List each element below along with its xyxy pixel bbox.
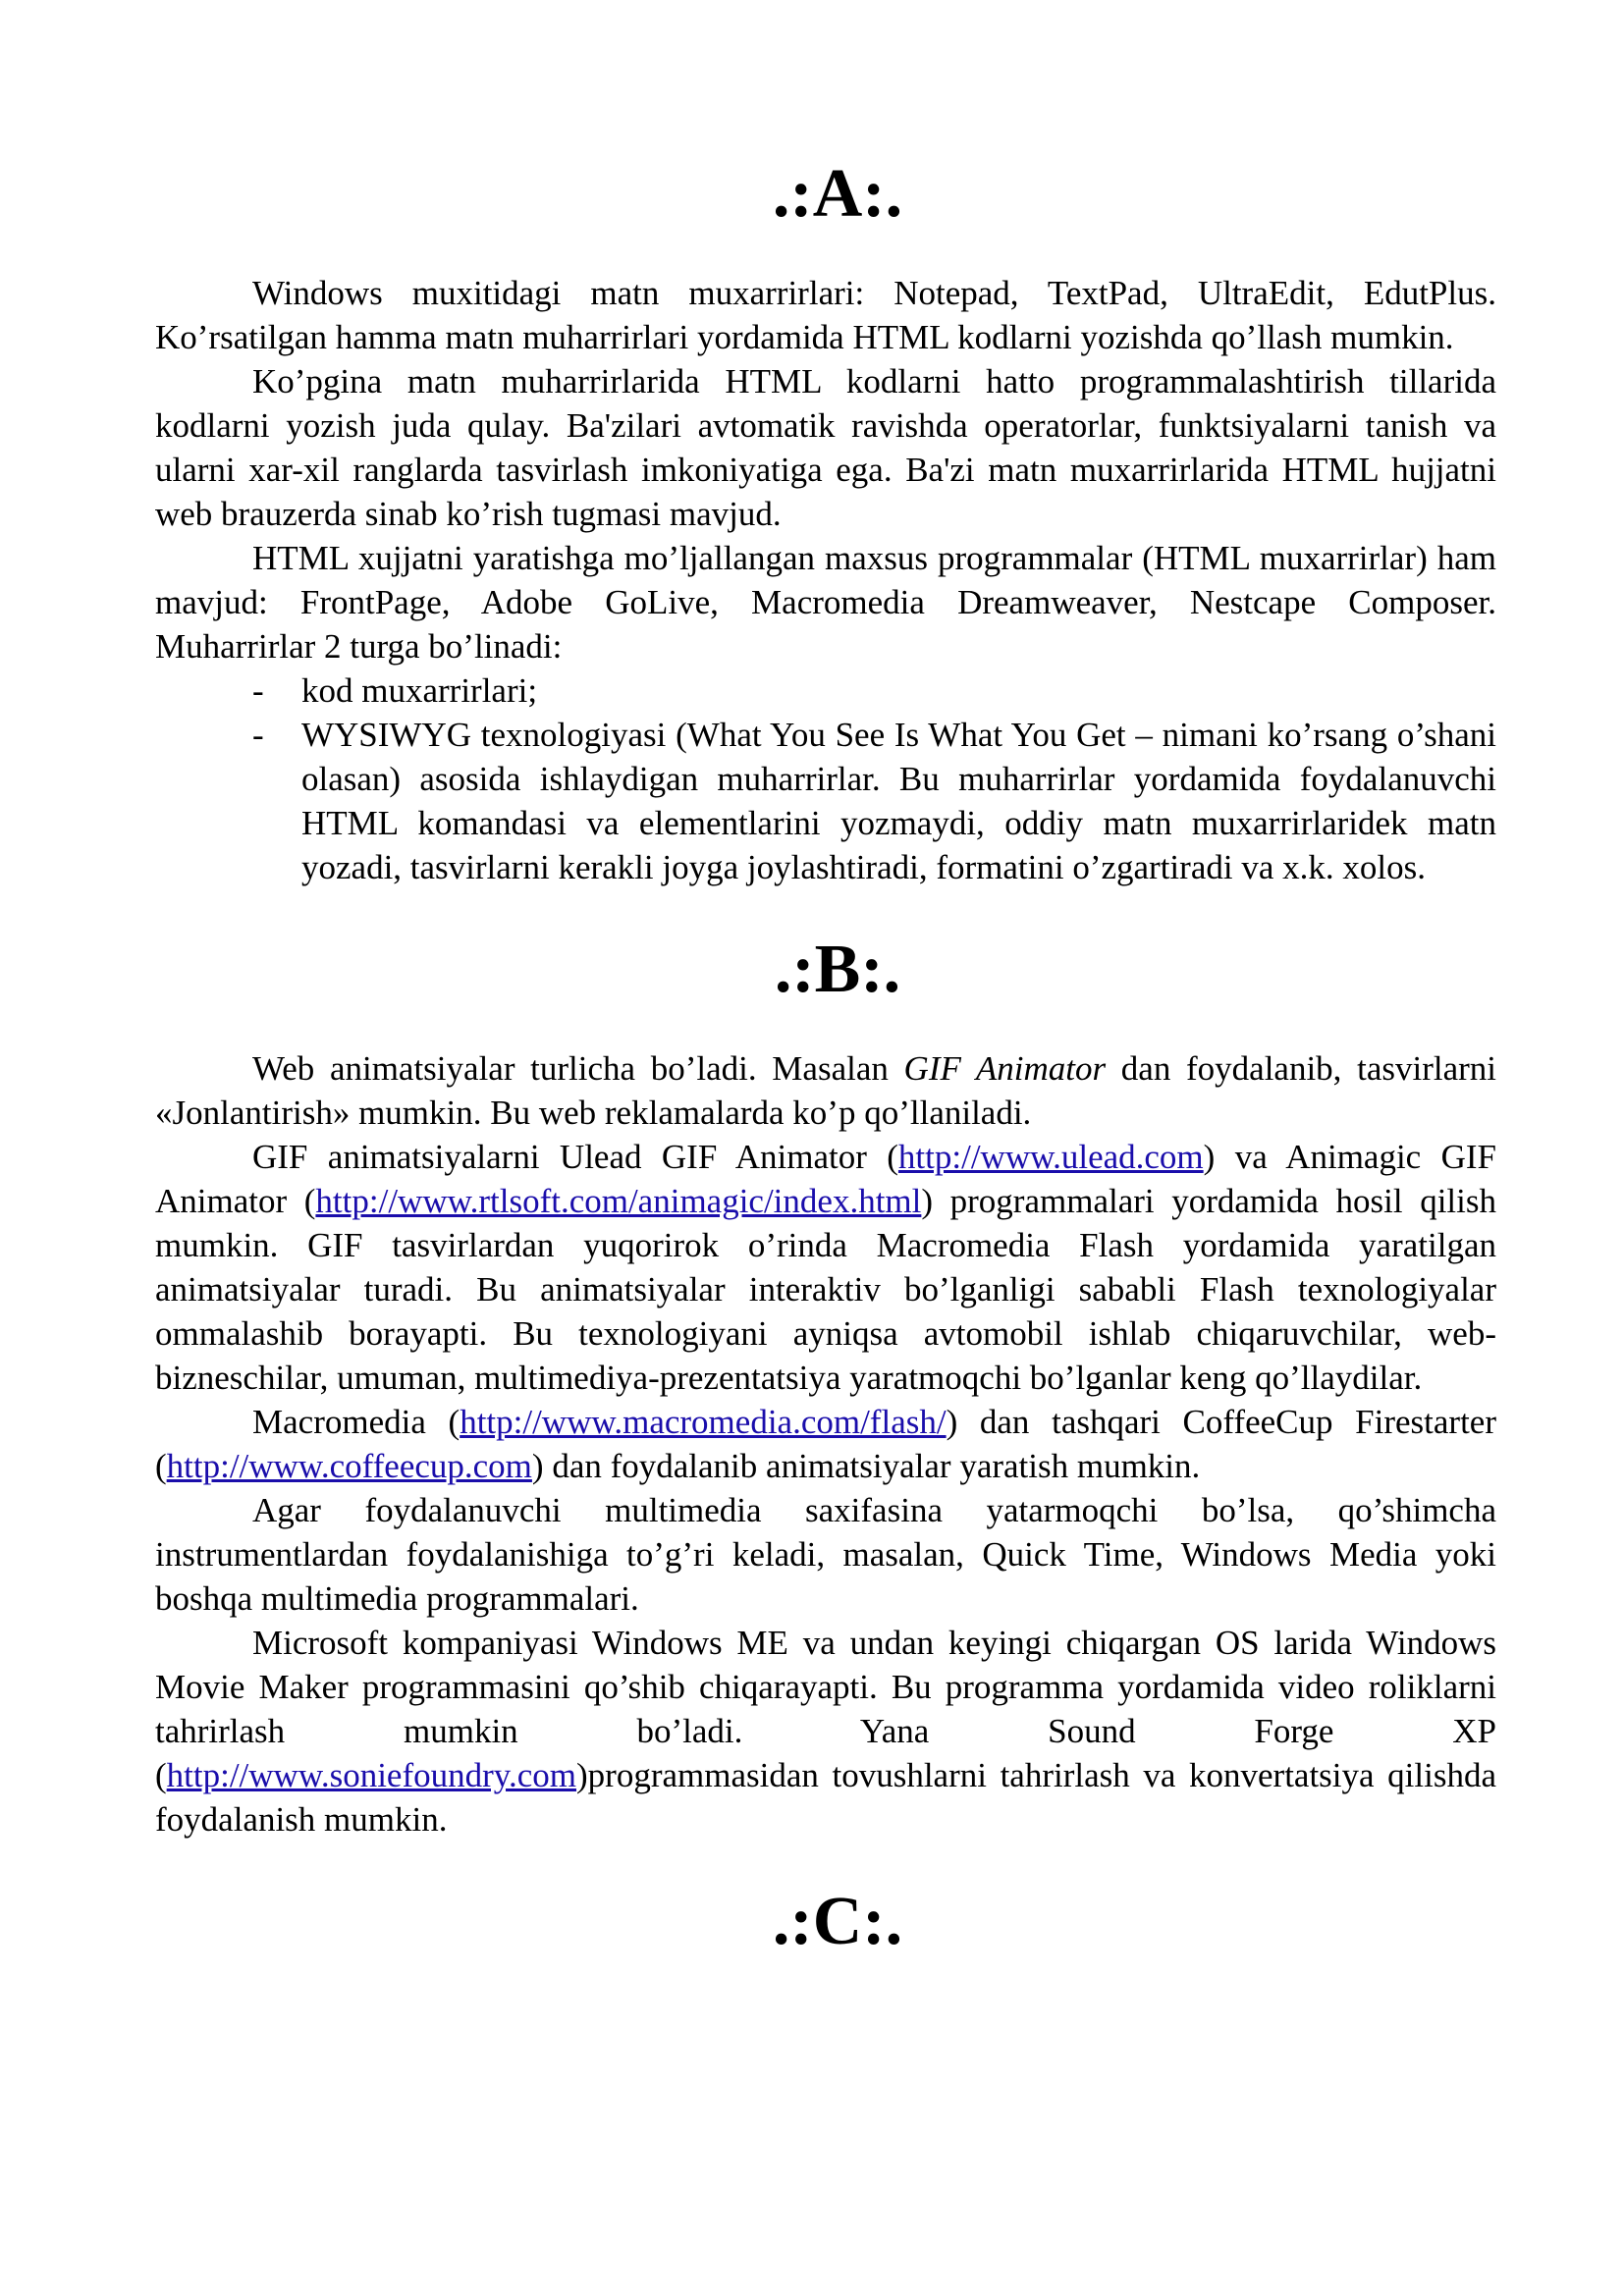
- section-b-paragraph-2: [155, 1135, 1496, 1400]
- section-a-paragraph-2: Ko’pgina matn muharrirlarida HTML kodlarni hatto programmalashtirish tillarida kodlarni yozish juda qulay. Ba'zilari avtomatik ravishda operatorlar, funktsiyalarni tanish va ularni xar-xil ranglarda tasvirlash imkoniyatiga ega. Ba'zi matn muxarrirlarida HTML hujjatni web brauzerda sinab ko’rish tugmasi mavjud.: [155, 362, 1496, 533]
- text-run: ) dan tashqari CoffeeCup Firestarter (: [155, 1403, 1496, 1485]
- text-run: ) dan foydalanib animatsiyalar yaratish mumkin.: [531, 1447, 1201, 1485]
- section-b-paragraph-5: [155, 1621, 1496, 1842]
- list-item-text: WYSIWYG texnologiyasi (What You See Is What You Get – nimani ko’rsang o’shani olasan) asosida ishlaydigan muharrirlar. Bu muharrirlar yordamida foydalanuvchi HTML komandasi va elementlarini yozmaydi, oddiy matn muxarrirlaridek matn yozadi, tasvirlarni kerakli joyga joylashtiradi, formatini o’zgartiradi va x.k. xolos.: [301, 716, 1496, 886]
- text-run: Microsoft kompaniyasi Windows ME va undan keyingi chiqargan OS larida Windows Movie Maker programmasini qo’shib chiqarayapti. Bu programma yordamida video roliklarni tahrirlash mumkin bo’ladi. Yana Sound Forge XP (: [155, 1624, 1496, 1794]
- list-item: [252, 713, 1496, 889]
- text-run: Macromedia (: [252, 1403, 460, 1441]
- editor-types-list: [155, 668, 1496, 889]
- section-b-paragraph-3: [155, 1400, 1496, 1488]
- list-dash: -: [252, 716, 264, 754]
- section-c-heading: .:C:.: [772, 1884, 903, 1959]
- macromedia-link[interactable]: http://www.macromedia.com/flash/: [460, 1403, 947, 1441]
- text-run: Web animatsiyalar turlicha bo’ladi. Masalan: [252, 1049, 904, 1088]
- text-run: dan foydalanib, tasvirlarni «Jonlantirish» mumkin. Bu web reklamalarda ko’p qo’llaniladi.: [155, 1049, 1497, 1132]
- section-b-heading: .:B:.: [774, 932, 901, 1007]
- list-item-text: kod muxarrirlari;: [301, 671, 538, 710]
- ulead-link[interactable]: http://www.ulead.com: [897, 1138, 1204, 1176]
- section-a-paragraph-3: HTML xujjatni yaratishga mo’ljallangan maxsus programmalar (HTML muxarrirlar) ham mavjud: FrontPage, Adobe GoLive, Macromedia Dreamweaver, Nestcape Composer. Muharrirlar 2 turga bo’linadi:: [155, 539, 1496, 666]
- text-run: ) va Animagic GIF Animator (: [155, 1138, 1496, 1220]
- list-item: [252, 668, 1496, 713]
- section-a-heading: .:A:.: [772, 156, 903, 232]
- text-run: ) programmalari yordamida hosil qilish mumkin. GIF tasvirlardan yuqorirok o’rinda Macromedia Flash yordamida yaratilgan animatsiyalar turadi. Bu animatsiyalar interaktiv bo’lganligi sababli Flash texnologiyalar ommalashib borayapti. Bu texnologiyani ayniqsa avtomobil ishlab chiqaruvchilar, web-bizneschilar, umuman, multimediya-prezentatsiya yaratmoqchi bo’lganlar keng qo’llaydilar.: [155, 1182, 1497, 1397]
- section-b-paragraph-4: Agar foydalanuvchi multimedia saxifasina yatarmoqchi bo’lsa, qo’shimcha instrumentlardan foydalanishiga to’g’ri keladi, masalan, Quick Time, Windows Media yoki boshqa multimedia programmalari.: [155, 1491, 1496, 1618]
- section-b-paragraph-1: [155, 1046, 1496, 1135]
- soniefoundry-link[interactable]: http://www.soniefoundry.com: [166, 1756, 577, 1794]
- text-run: )programmasidan tovushlarni tahrirlash va konvertatsiya qilishda foydalanish mumkin.: [155, 1756, 1496, 1839]
- rtlsoft-link[interactable]: http://www.rtlsoft.com/animagic/index.html: [315, 1182, 922, 1220]
- document-page: [155, 147, 1496, 1961]
- coffeecup-link[interactable]: http://www.coffeecup.com: [166, 1447, 532, 1485]
- gif-animator-term: GIF Animator: [903, 1049, 1107, 1088]
- list-dash: -: [252, 671, 264, 710]
- section-a-paragraph-1: Windows muxitidagi matn muxarrirlari: Notepad, TextPad, UltraEdit, EdutPlus. Ko’rsatilgan hamma matn muharrirlari yordamida HTML kodlarni yozishda qo’llash mumkin.: [155, 274, 1496, 356]
- text-run: GIF animatsiyalarni Ulead GIF Animator (: [252, 1138, 898, 1176]
